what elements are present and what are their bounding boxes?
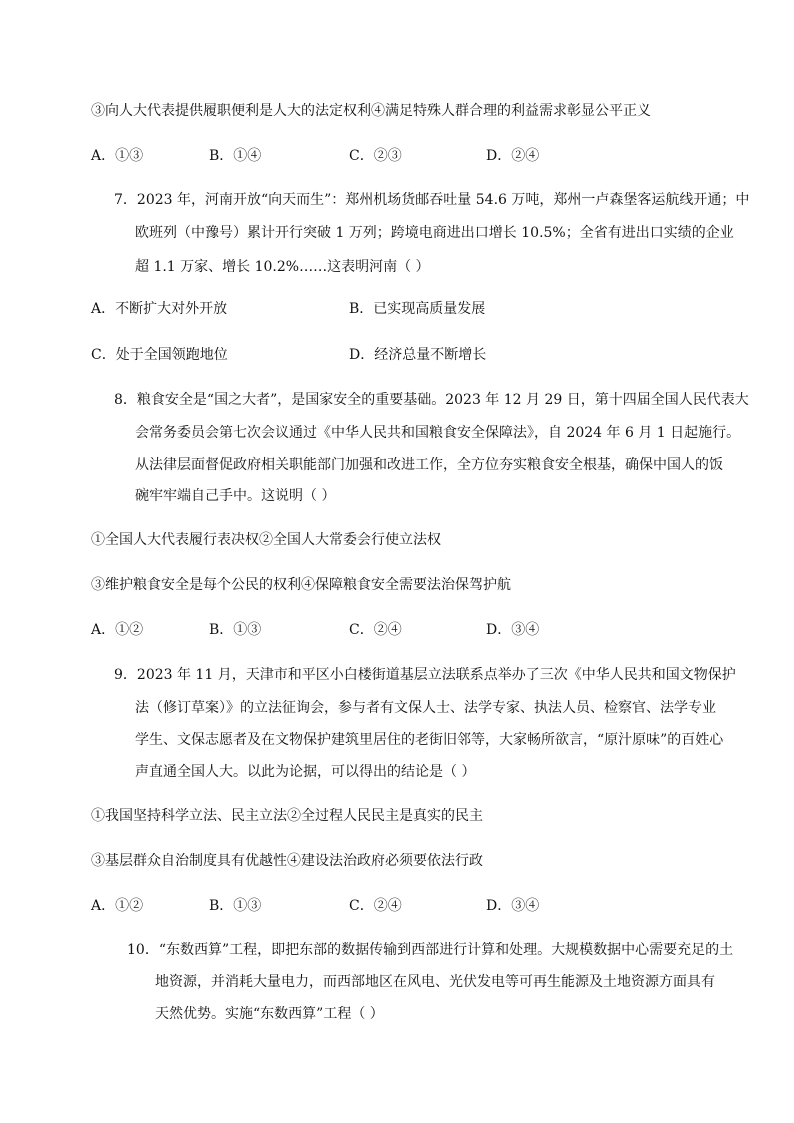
q8-stem-line-3: 从法律层面督促政府相关职能部门加强和改进工作，全方位夯实粮食安全根基，确保中国人的饭 bbox=[135, 457, 723, 473]
q7-stem-line-3: 超 1.1 万家、增长 10.2%……这表明河南（ ） bbox=[135, 259, 430, 275]
q6-option-a[interactable]: A．①③ bbox=[91, 148, 144, 164]
q9-option-b[interactable]: B．①③ bbox=[209, 898, 262, 914]
q10-stem-line-2: 地资源，并消耗大量电力，而西部地区在风电、光伏发电等可再生能源及土地资源方面具有 bbox=[155, 974, 715, 990]
q6-option-c[interactable]: C．②③ bbox=[349, 148, 402, 164]
q8-option-c[interactable]: C．②④ bbox=[349, 622, 402, 638]
q8-option-b[interactable]: B．①③ bbox=[209, 622, 262, 638]
q8-statement-3-4: ③维护粮食安全是每个公民的权利④保障粮食安全需要法治保驾护航 bbox=[91, 577, 511, 593]
q9-option-d[interactable]: D．③④ bbox=[486, 898, 540, 914]
q9-stem-line-1: 9．2023 年 11 月，天津市和平区小白楼街道基层立法联系点举办了三次《中华人民共和国文物保护 bbox=[114, 667, 736, 683]
q7-option-d[interactable]: D．经济总量不断增长 bbox=[349, 347, 487, 363]
q9-stem-line-2: 法（修订草案）》的立法征询会，参与者有文保人士、法学专家、执法人员、检察官、法学专业 bbox=[135, 700, 716, 716]
q8-stem-line-2: 会常务委员会第七次会议通过《中华人民共和国粮食安全保障法》，自 2024 年 6 月 1 日起施行。 bbox=[135, 425, 741, 441]
q9-stem-line-4: 声直通全国人大。以此为论据，可以得出的结论是（ ） bbox=[135, 764, 476, 780]
q10-stem-line-1: 10．“东数西算”工程，即把东部的数据传输到西部进行计算和处理。大规模数据中心需要充足的土 bbox=[127, 942, 734, 958]
q9-stem-line-3: 学生、文保志愿者及在文物保护建筑里居住的老街旧邻等，大家畅所欲言，“原汁原味”的百姓心 bbox=[135, 732, 724, 748]
q8-statement-1-2: ①全国人大代表履行表决权②全国人大常委会行使立法权 bbox=[91, 532, 441, 548]
q9-option-a[interactable]: A．①② bbox=[91, 898, 144, 914]
q8-stem-line-4: 碗牢牢端自己手中。这说明（ ） bbox=[135, 488, 336, 504]
q8-stem-line-1: 8．粮食安全是“国之大者”，是国家安全的重要基础。2023 年 12 月 29 日，第十四届全国人民代表大 bbox=[114, 392, 749, 408]
q6-option-b[interactable]: B．①④ bbox=[209, 148, 262, 164]
q7-stem-line-1: 7．2023 年，河南开放“向天而生”：郑州机场货邮吞吐量 54.6 万吨，郑州一卢森堡客运航线开通；中 bbox=[114, 192, 750, 208]
q6-option-d[interactable]: D．②④ bbox=[486, 148, 540, 164]
q9-statement-1-2: ①我国坚持科学立法、民主立法②全过程人民民主是真实的民主 bbox=[91, 808, 483, 824]
q7-option-b[interactable]: B．已实现高质量发展 bbox=[349, 301, 486, 317]
q7-option-a[interactable]: A．不断扩大对外开放 bbox=[91, 301, 228, 317]
q7-stem-line-2: 欧班列（中豫号）累计开行突破 1 万列；跨境电商进出口增长 10.5%；全省有进出口实绩的企业 bbox=[135, 225, 734, 241]
q8-option-a[interactable]: A．①② bbox=[91, 622, 144, 638]
q10-stem-line-3: 天然优势。实施“东数西算”工程（ ） bbox=[155, 1006, 384, 1022]
q9-statement-3-4: ③基层群众自治制度具有优越性④建设法治政府必须要依法行政 bbox=[91, 853, 483, 869]
q6-statement-3-4: ③向人大代表提供履职便利是人大的法定权利④满足特殊人群合理的利益需求彰显公平正义 bbox=[91, 103, 651, 119]
q8-option-d[interactable]: D．③④ bbox=[486, 622, 540, 638]
q9-option-c[interactable]: C．②④ bbox=[349, 898, 402, 914]
q7-option-c[interactable]: C．处于全国领跑地位 bbox=[91, 347, 228, 363]
